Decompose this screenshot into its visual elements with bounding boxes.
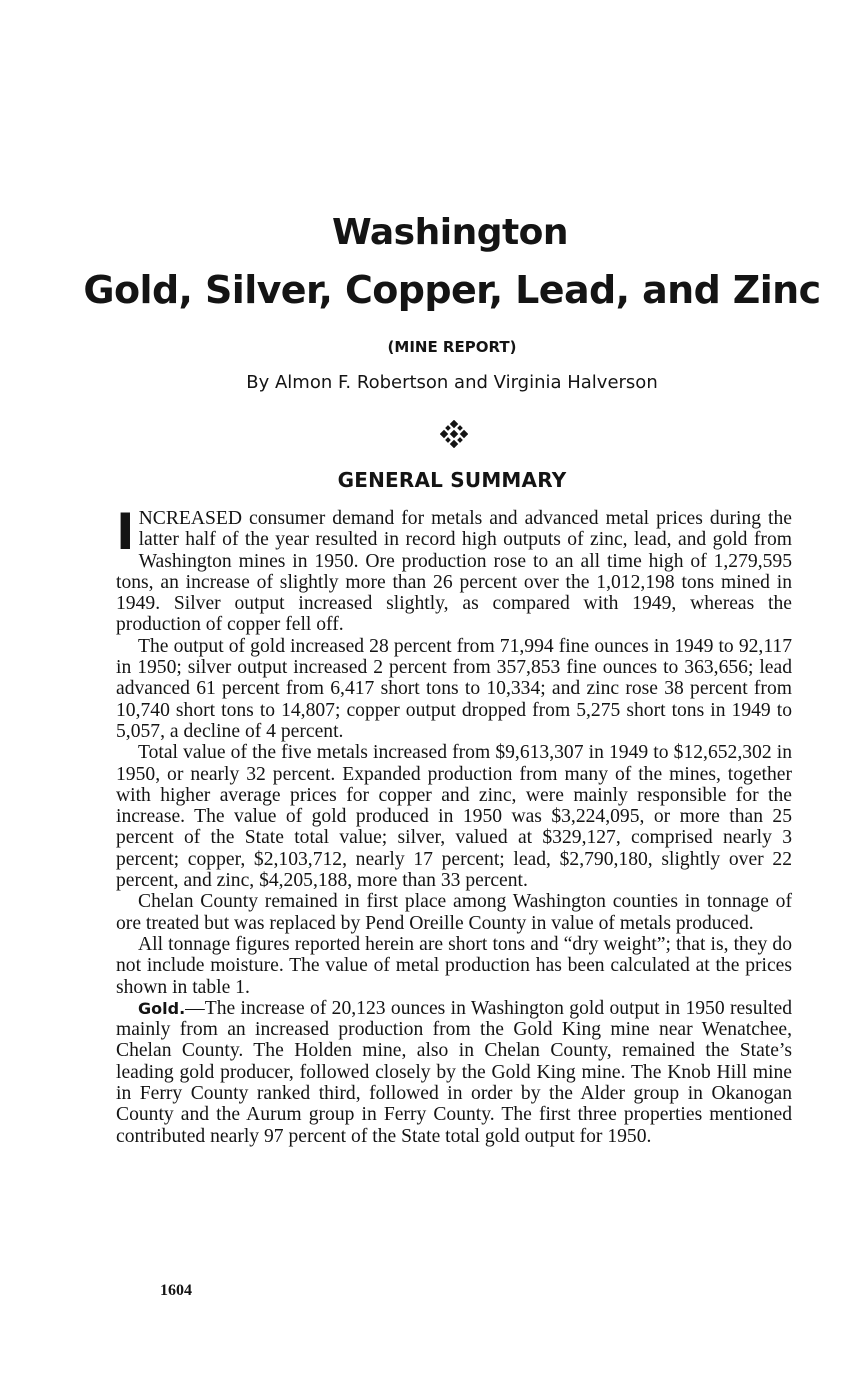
diamond-ornament-icon (440, 420, 468, 448)
page-number: 1604 (160, 1282, 192, 1299)
paragraph-output: The output of gold increased 28 percent from 71,994 fine ounces in 1949 to 92,117 in 1950; silver output increased 2 percent from 357,853 fine ounces to 363,656; lead advanced 61 percent from 6,417 short tons to 10,334; and zinc rose 38 percent from 10,740 short tons to 14,807; copper output dropped from 5,275 short tons in 1949 to 5,057, a decline of 4 percent. (116, 635, 792, 742)
paragraph-intro-text: NCREASED consumer demand for metals and advanced metal prices during the latter half of the year resulted in record high outputs of zinc, lead, and gold from Washington mines in 1950. Ore production rose to an all time high of 1,279,595 tons, an increase of slightly more than 26 percent over the 1,012,198 tons mined in 1949. Silver output increased slightly, as compared with 1949, whereas the production of copper fell off. (116, 508, 792, 636)
gold-run-in-heading: Gold. (138, 998, 186, 1018)
paragraph-gold-text: —The increase of 20,123 ounces in Washington gold output in 1950 resulted mainly from an increased production from the Gold King mine near Wenatchee, Chelan County. The Holden mine, also in Chelan County, remained the State’s leading gold producer, followed closely by the Gold King mine. The Knob Hill mine in Ferry County ranked third, followed in order by the Alder group in Okanogan County and the Aurum group in Ferry County. The first three properties mentioned contributed nearly 97 percent of the State total gold output for 1950. (116, 997, 792, 1147)
author-byline: By Almon F. Robertson and Virginia Halverson (246, 372, 658, 393)
paragraph-tonnage: All tonnage figures reported herein are short tons and “dry weight”; that is, they do not include moisture. The value of metal production has been calculated at the prices shown in table 1. (116, 933, 792, 998)
title-line-2: Gold, Silver, Copper, Lead, and Zinc (83, 268, 821, 312)
paragraph-gold (116, 998, 792, 1147)
paragraph-value: Total value of the five metals increased from $9,613,307 in 1949 to $12,652,302 in 1950, or nearly 32 percent. Expanded production from many of the mines, together with higher average prices for copper and zinc, were mainly responsible for the increase. The value of gold produced in 1950 was $3,224,095, or more than 25 percent of the State total value; silver, valued at $329,127, comprised nearly 3 percent; copper, $2,103,712, nearly 17 percent; lead, $2,790,180, slightly over 22 percent, and zinc, $4,205,188, more than 33 percent. (116, 742, 792, 892)
article-body (116, 503, 792, 1147)
report-subtitle: (MINE REPORT) (387, 338, 517, 356)
title-line-1: Washington (331, 212, 569, 253)
section-heading: GENERAL SUMMARY (337, 468, 567, 492)
paragraph-county: Chelan County remained in first place among Washington counties in tonnage of ore treated but was replaced by Pend Oreille County in value of metals produced. (116, 891, 792, 934)
drop-cap: I (116, 503, 135, 561)
paragraph-intro (116, 503, 792, 636)
